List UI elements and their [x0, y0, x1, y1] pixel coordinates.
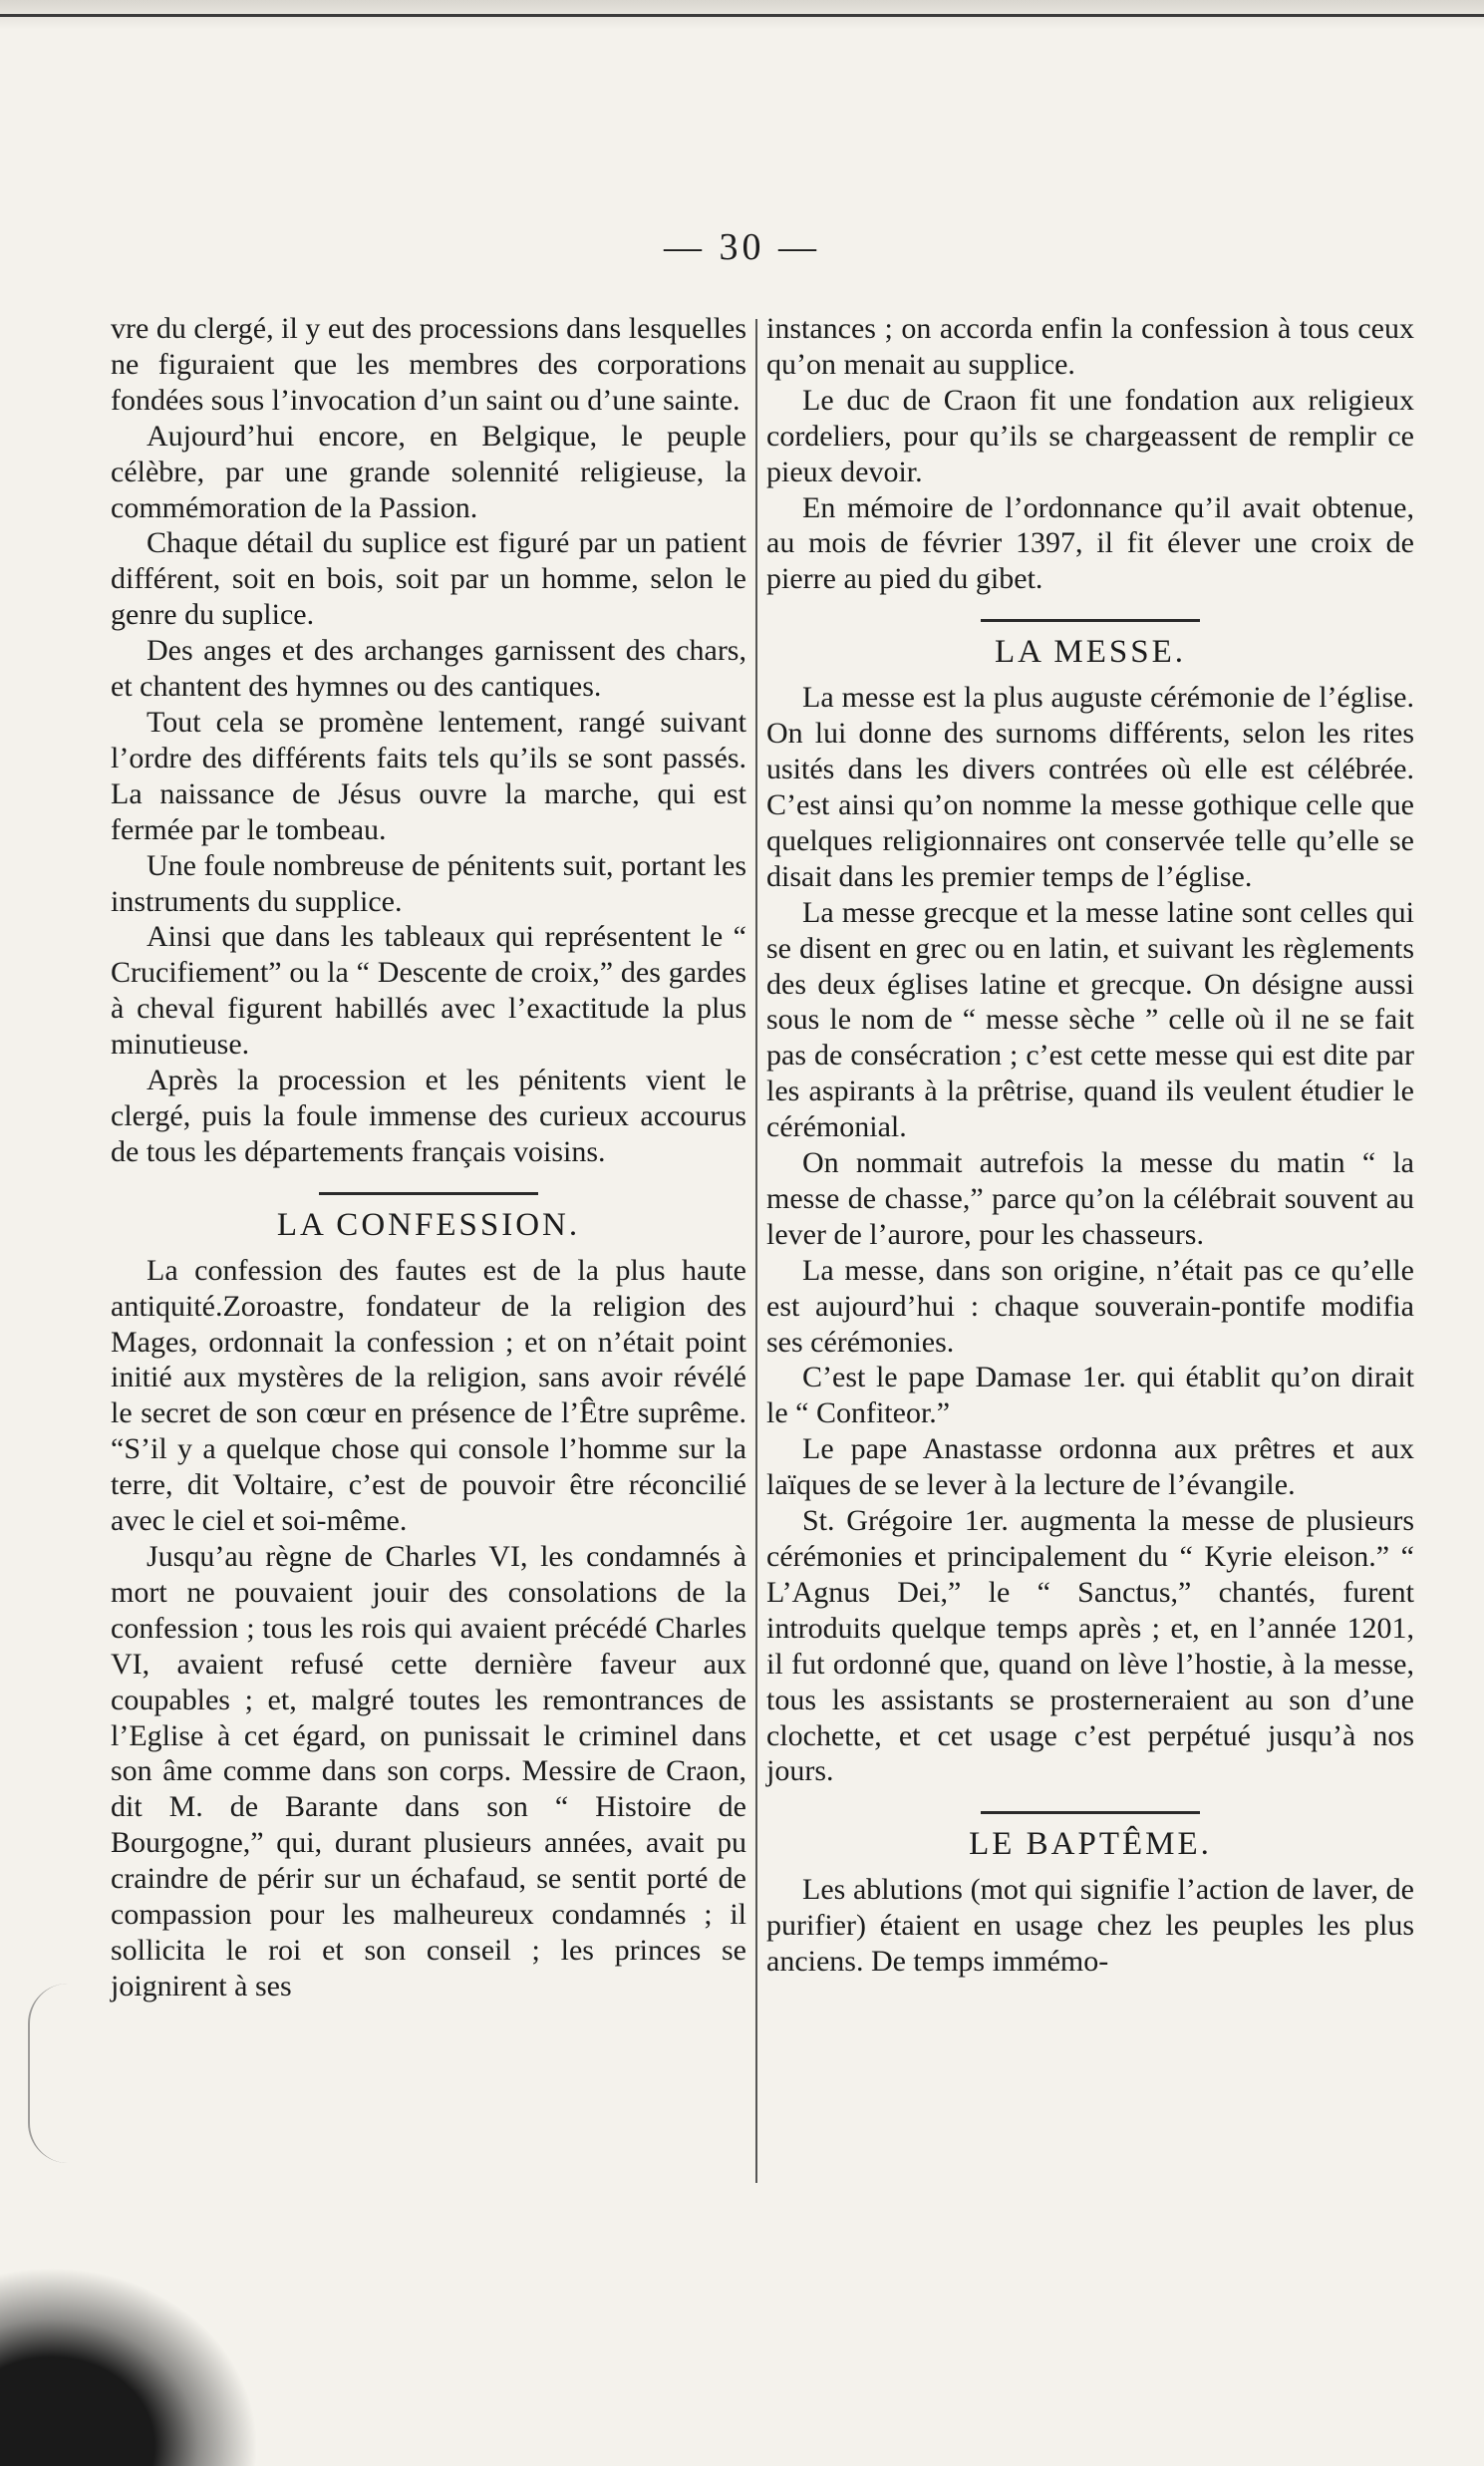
page-number: — 30 — [664, 226, 820, 268]
column-divider [755, 319, 757, 2183]
paragraph: La messe grecque et la messe latine sont celles qui se disent en grec ou en latin, et suivant les règlements des deux églises latine et grecque. On désigne aussi sous le nom de “ messe sèche ” celle où il ne se fait pas de consécration ; c’est cette messe qui est dite par les aspirants à la prêtrise, quand ils veulent étudier le cérémonial. [766, 895, 1414, 1144]
section-confession [111, 1192, 746, 1245]
page-edge-mark [28, 1984, 90, 2163]
paragraph: instances ; on accorda enfin la confession à tous ceux qu’on menait au supplice. [766, 312, 1414, 381]
paragraph: Ainsi que dans les tableaux qui représentent le “ Crucifiement” ou la “ Descente de croix,” des gardes à cheval figurent habillés avec l’exactitude la plus minutieuse. [111, 920, 746, 1062]
section-heading-bapteme: LE BAPTÊME. [969, 1826, 1212, 1863]
paragraph: Des anges et des archanges garnissent des chars, et chantent des hymnes ou des cantiques. [111, 634, 746, 704]
paragraph: La messe est la plus auguste cérémonie de l’église. On lui donne des surnoms différents, selon les rites usités dans les divers contrées où elle est célébrée. C’est ainsi qu’on nomme la messe gothique celle que quelques religionnaires ont conservée telle qu’elle se disait dans les premier temps de l’église. [766, 681, 1414, 893]
ink-stain [0, 2267, 259, 2466]
section-bapteme [766, 1811, 1414, 1864]
paragraph: En mémoire de l’ordonnance qu’il avait obtenue, au mois de février 1397, il fit élever une croix de pierre au pied du gibet. [766, 490, 1414, 596]
left-column [111, 311, 746, 2004]
section-heading-messe: LA MESSE. [994, 634, 1187, 671]
right-column [766, 311, 1414, 1980]
top-rule [0, 14, 1484, 17]
section-rule [981, 619, 1200, 622]
section-rule [319, 1192, 538, 1195]
paragraph: La confession des fautes est de la plus haute antiquité.Zoroastre, fondateur de la religion des Mages, ordonnait la confession ; et on n’était point initié aux mystères de la religion, sans avoir révélé le secret de son cœur en présence de l’Être suprême. “S’il y a quelque chose qui console l’homme sur la terre, dit Voltaire, c’est de pouvoir être réconcilié avec le ciel et soi-même. [111, 1253, 746, 1538]
paragraph: Tout cela se promène lentement, rangé suivant l’ordre des différents faits tels qu’ils se sont passés. La naissance de Jésus ouvre la marche, qui est fermée par le tombeau. [111, 705, 746, 846]
paragraph: Après la procession et les pénitents vient le clergé, puis la foule immense des curieux accourus de tous les départements français voisins. [111, 1064, 746, 1168]
paragraph: La messe, dans son origine, n’était pas ce qu’elle est aujourd’hui : chaque souverain-pontife modifia ses cérémonies. [766, 1253, 1414, 1359]
paragraph: Chaque détail du suplice est figuré par un patient différent, soit en bois, soit par un homme, selon le genre du suplice. [111, 526, 746, 632]
section-heading-confession: LA CONFESSION. [276, 1206, 581, 1243]
paragraph: C’est le pape Damase 1er. qui établit qu’on dirait le “ Confiteor.” [766, 1361, 1414, 1430]
paragraph: Jusqu’au règne de Charles VI, les condamnés à mort ne pouvaient jouir des consolations de la confession ; tous les rois qui avaient précédé Charles VI, avaient refusé cette dernière faveur aux coupables ; et, malgré toutes les remontrances de l’Eglise à cet égard, on punissait le criminel dans son âme comme dans son corps. Messire de Craon, dit M. de Barante dans son “ Histoire de Bourgogne,” qui, durant plusieurs années, avait pu craindre de périr sur un échafaud, se sentit porté de compassion pour les malheureux condamnés ; il sollicita le roi et son conseil ; les princes se joignirent à ses [111, 1540, 746, 2003]
paragraph: St. Grégoire 1er. augmenta la messe de plusieurs cérémonies et principalement du “ Kyrie eleison.” “ L’Agnus Dei,” le “ Sanctus,” chantés, furent introduits quelque temps après ; et, en l’année 1201, il fut ordonné que, quand on lève l’hostie, à la messe, tous les assistants se prosterneraient au son d’une clochette, et cet usage c’est perpétué jusqu’à nos jours. [766, 1504, 1414, 1788]
section-rule [981, 1811, 1200, 1814]
paragraph: Une foule nombreuse de pénitents suit, portant les instruments du supplice. [111, 848, 746, 918]
paragraph: Le pape Anastasse ordonna aux prêtres et aux laïques de se lever à la lecture de l’évangile. [766, 1432, 1414, 1502]
section-messe [766, 619, 1414, 672]
paragraph: On nommait autrefois la messe du matin “ la messe de chasse,” parce qu’on la célébrait souvent au lever de l’aurore, pour les chasseurs. [766, 1146, 1414, 1251]
paragraph: Les ablutions (mot qui signifie l’action de laver, de purifier) étaient en usage chez les peuples les plus anciens. De temps immémo- [766, 1873, 1414, 1979]
paragraph: vre du clergé, il y eut des processions dans lesquelles ne figuraient que les membres des corporations fondées sous l’invocation d’un saint ou d’une sainte. [111, 312, 746, 417]
paragraph: Aujourd’hui encore, en Belgique, le peuple célèbre, par une grande solennité religieuse, la commémoration de la Passion. [111, 419, 746, 524]
top-border-band [0, 0, 1484, 30]
paragraph: Le duc de Craon fit une fondation aux religieux cordeliers, pour qu’ils se chargeassent de remplir ce pieux devoir. [766, 383, 1414, 488]
